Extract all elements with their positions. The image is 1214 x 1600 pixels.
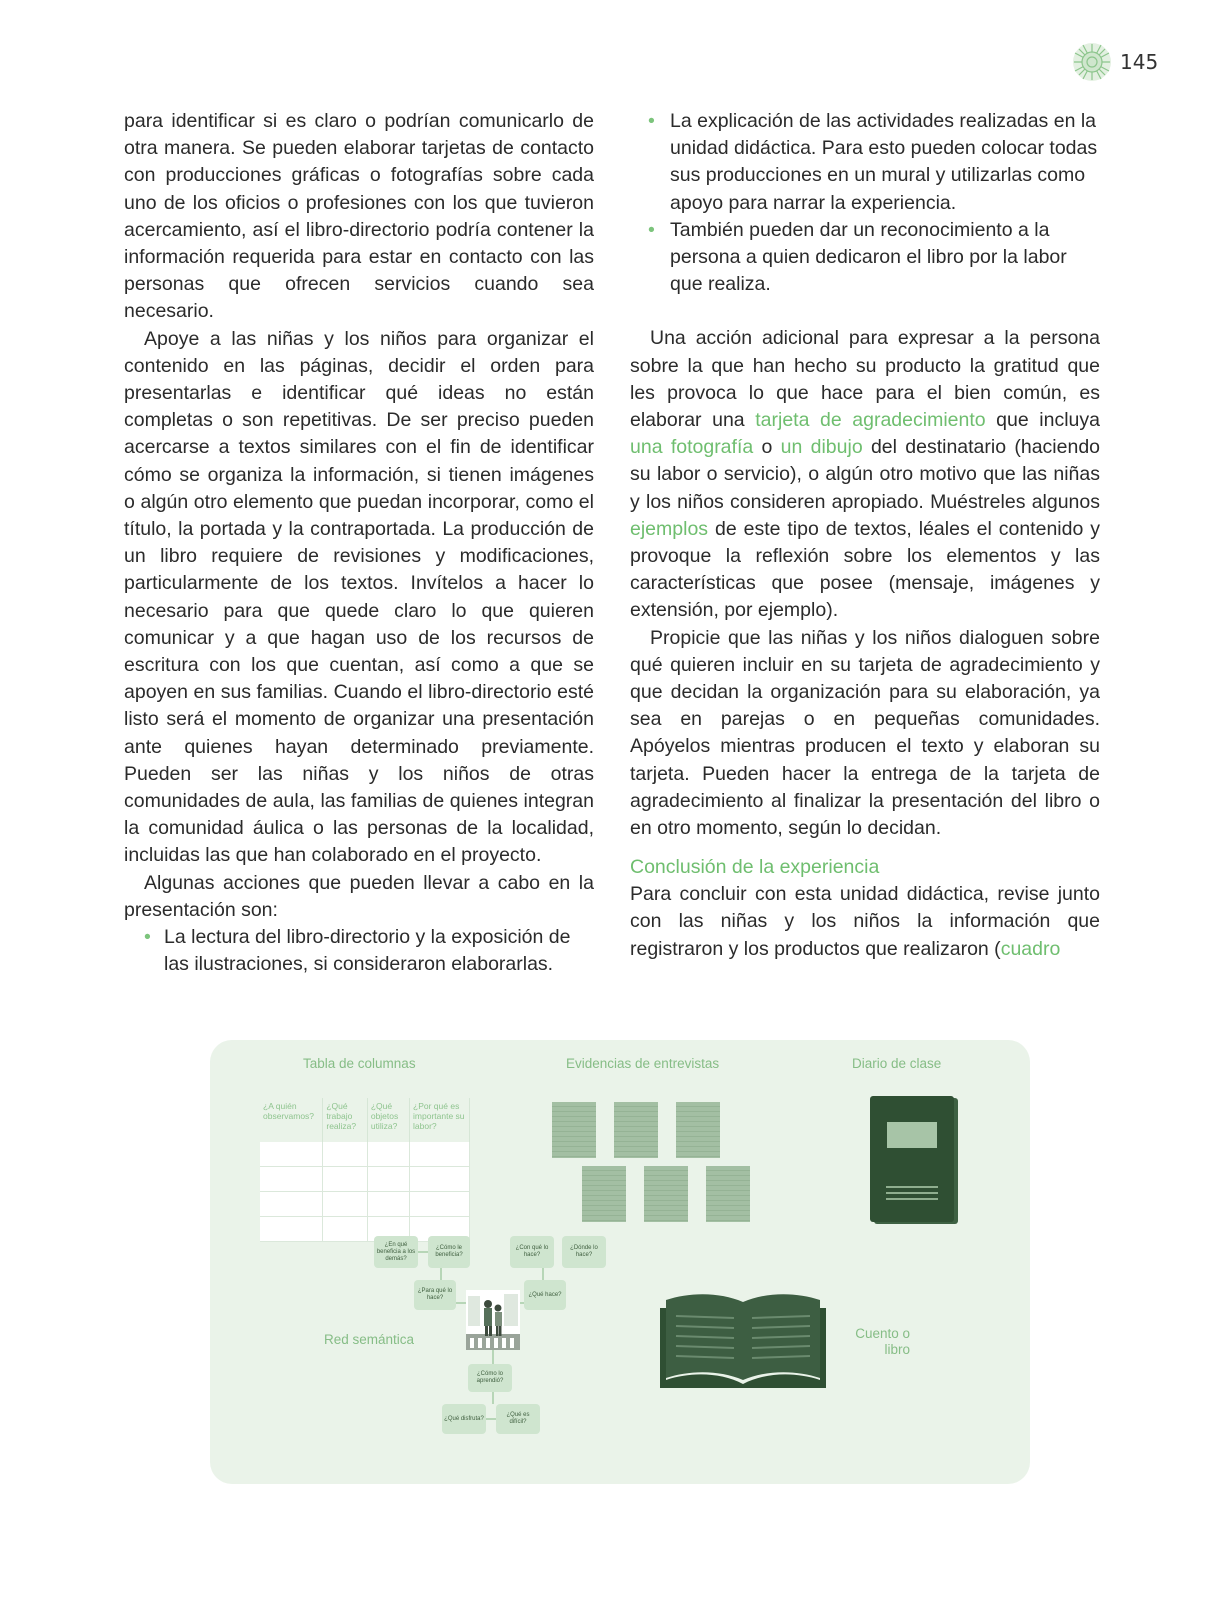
left-column — [124, 108, 594, 979]
interview-document-icon — [644, 1166, 688, 1222]
interview-document-icon — [676, 1102, 720, 1158]
semantic-node: ¿Con qué lo hace? — [510, 1236, 554, 1268]
semantic-node: ¿Para qué lo hace? — [414, 1280, 456, 1310]
sun-emblem-icon — [1072, 42, 1112, 82]
products-diagram — [210, 1040, 1030, 1484]
paragraph: para identificar si es claro o podrían comunicarlo de otra manera. Se pueden elaborar tarjetas de contacto con producciones gráficas o fotografías sobre cada uno de los oficios o profesiones con los que tuvieron acercamiento, así el libro-directorio podría contener la información requerida para estar en contacto con las personas que ofrecen servicios cuando sea necesario. — [124, 110, 594, 323]
paragraph: Para concluir con esta unidad didáctica, revise junto con las niñas y los niños la información que registraron y los productos que realizaron (cuadro — [630, 883, 1100, 960]
page-number: 145 — [1120, 50, 1159, 74]
interviews-title: Evidencias de entrevistas — [566, 1056, 720, 1071]
list-item: • La lectura del libro-directorio y la exposición de las ilustraciones, si consideraron elaborarlas. — [124, 924, 594, 978]
semantic-node: ¿En qué beneficia a los demás? — [374, 1236, 418, 1268]
right-column — [630, 108, 1100, 963]
diary-title: Diario de clase — [852, 1056, 942, 1071]
columns-table — [260, 1098, 470, 1242]
semantic-node: ¿Qué disfruta? — [442, 1404, 486, 1434]
semantic-network-title: Red semántica — [324, 1332, 415, 1347]
page-header — [1072, 42, 1158, 82]
paragraph: Apoye a las niñas y los niños para organizar el contenido en las páginas, decidir el orden para presentarlas e identificar qué ideas no están completas o son repetitivas. De ser preciso pueden acercarse a textos similares con el fin de identificar cómo se organiza la información, si tienen imágenes o algún otro elemento que puedan incorporar, como el título, la portada y la contraportada. La producción de un libro requiere de revisiones y modificaciones, particularmente de los textos. Invítelos a hacer lo necesario para que quede claro lo que quieren comunicar y a que hagan uso de los recursos de escritura con los que cuentan, así como a que se apoyen en sus familias. Cuando el libro-directorio esté listo será el momento de organizar una presentación ante quienes hayan determinado previamente. Pueden ser las niñas y los niños de otras comunidades de aula, las familias de quienes integran la comunidad áulica o las personas de la localidad, incluidas las que han colaborado en el proyecto. — [124, 327, 594, 867]
section-title: Conclusión de la experiencia — [630, 856, 880, 879]
semantic-node: ¿Cómo le beneficia? — [428, 1236, 470, 1268]
interview-document-icon — [614, 1102, 658, 1158]
table-title: Tabla de columnas — [303, 1056, 416, 1071]
semantic-node: ¿Dónde lo hace? — [562, 1236, 606, 1268]
link-fotografia[interactable]: una fotografía — [630, 436, 754, 459]
open-book-icon — [660, 1288, 826, 1388]
semantic-node: ¿Qué hace? — [524, 1280, 566, 1310]
people-illustration-icon — [466, 1290, 520, 1350]
interview-document-icon — [582, 1166, 626, 1222]
book-title: Cuento o libro — [855, 1326, 910, 1357]
table-header: ¿Qué trabajo realiza? — [323, 1098, 367, 1142]
interview-document-icon — [706, 1166, 750, 1222]
bullet-list — [630, 108, 1100, 298]
list-item: • También pueden dar un reconocimiento a la persona a quien dedicaron el libro por la labor que realiza. — [630, 217, 1100, 299]
table-header: ¿Qué objetos utiliza? — [367, 1098, 409, 1142]
semantic-node: ¿Qué es difícil? — [496, 1404, 540, 1434]
paragraph: Una acción adicional para expresar a la persona sobre la que han hecho su producto la gratitud que les provoca lo que hace para el bien común, es elaborar una tarjeta de agradecimiento que incluya una fotografía o un dibujo del destinatario (haciendo su labor o servicio), o algún otro motivo que las niñas y los niños consideren apropiado. Muéstreles algunos ejemplos de este tipo de textos, léales el contenido y provoque la reflexión sobre los elementos y las características que posee (mensaje, imágenes y extensión, por ejemplo). — [630, 327, 1101, 622]
paragraph: Algunas acciones que pueden llevar a cabo en la presentación son: — [124, 871, 594, 921]
interview-document-icon — [552, 1102, 596, 1158]
notebook-icon — [870, 1096, 954, 1222]
semantic-node: ¿Cómo lo aprendió? — [468, 1364, 512, 1392]
link-ejemplos[interactable]: ejemplos — [630, 517, 709, 540]
link-tarjeta[interactable]: tarjeta de agradecimiento — [755, 409, 986, 432]
list-item: • La explicación de las actividades realizadas en la unidad didáctica. Para esto pueden colocar todas sus producciones en un mural y utilizarlas como apoyo para narrar la experiencia. — [630, 108, 1100, 217]
paragraph: Propicie que las niñas y los niños dialoguen sobre qué quieren incluir en su tarjeta de agradecimiento y que decidan la organización para su elaboración, ya sea en parejas o en pequeñas comunidades. Apóyelos mientras producen el texto y elaboran su tarjeta. Pueden hacer la entrega de la tarjeta de agradecimiento al finalizar la presentación del libro o en otro momento, según lo decidan. — [630, 626, 1100, 840]
link-dibujo[interactable]: un dibujo — [780, 436, 863, 459]
table-header: ¿A quién observamos? — [260, 1098, 323, 1142]
link-cuadro[interactable]: cuadro — [1000, 937, 1061, 960]
bullet-list — [124, 924, 594, 978]
table-header: ¿Por qué es importante su labor? — [410, 1098, 470, 1142]
